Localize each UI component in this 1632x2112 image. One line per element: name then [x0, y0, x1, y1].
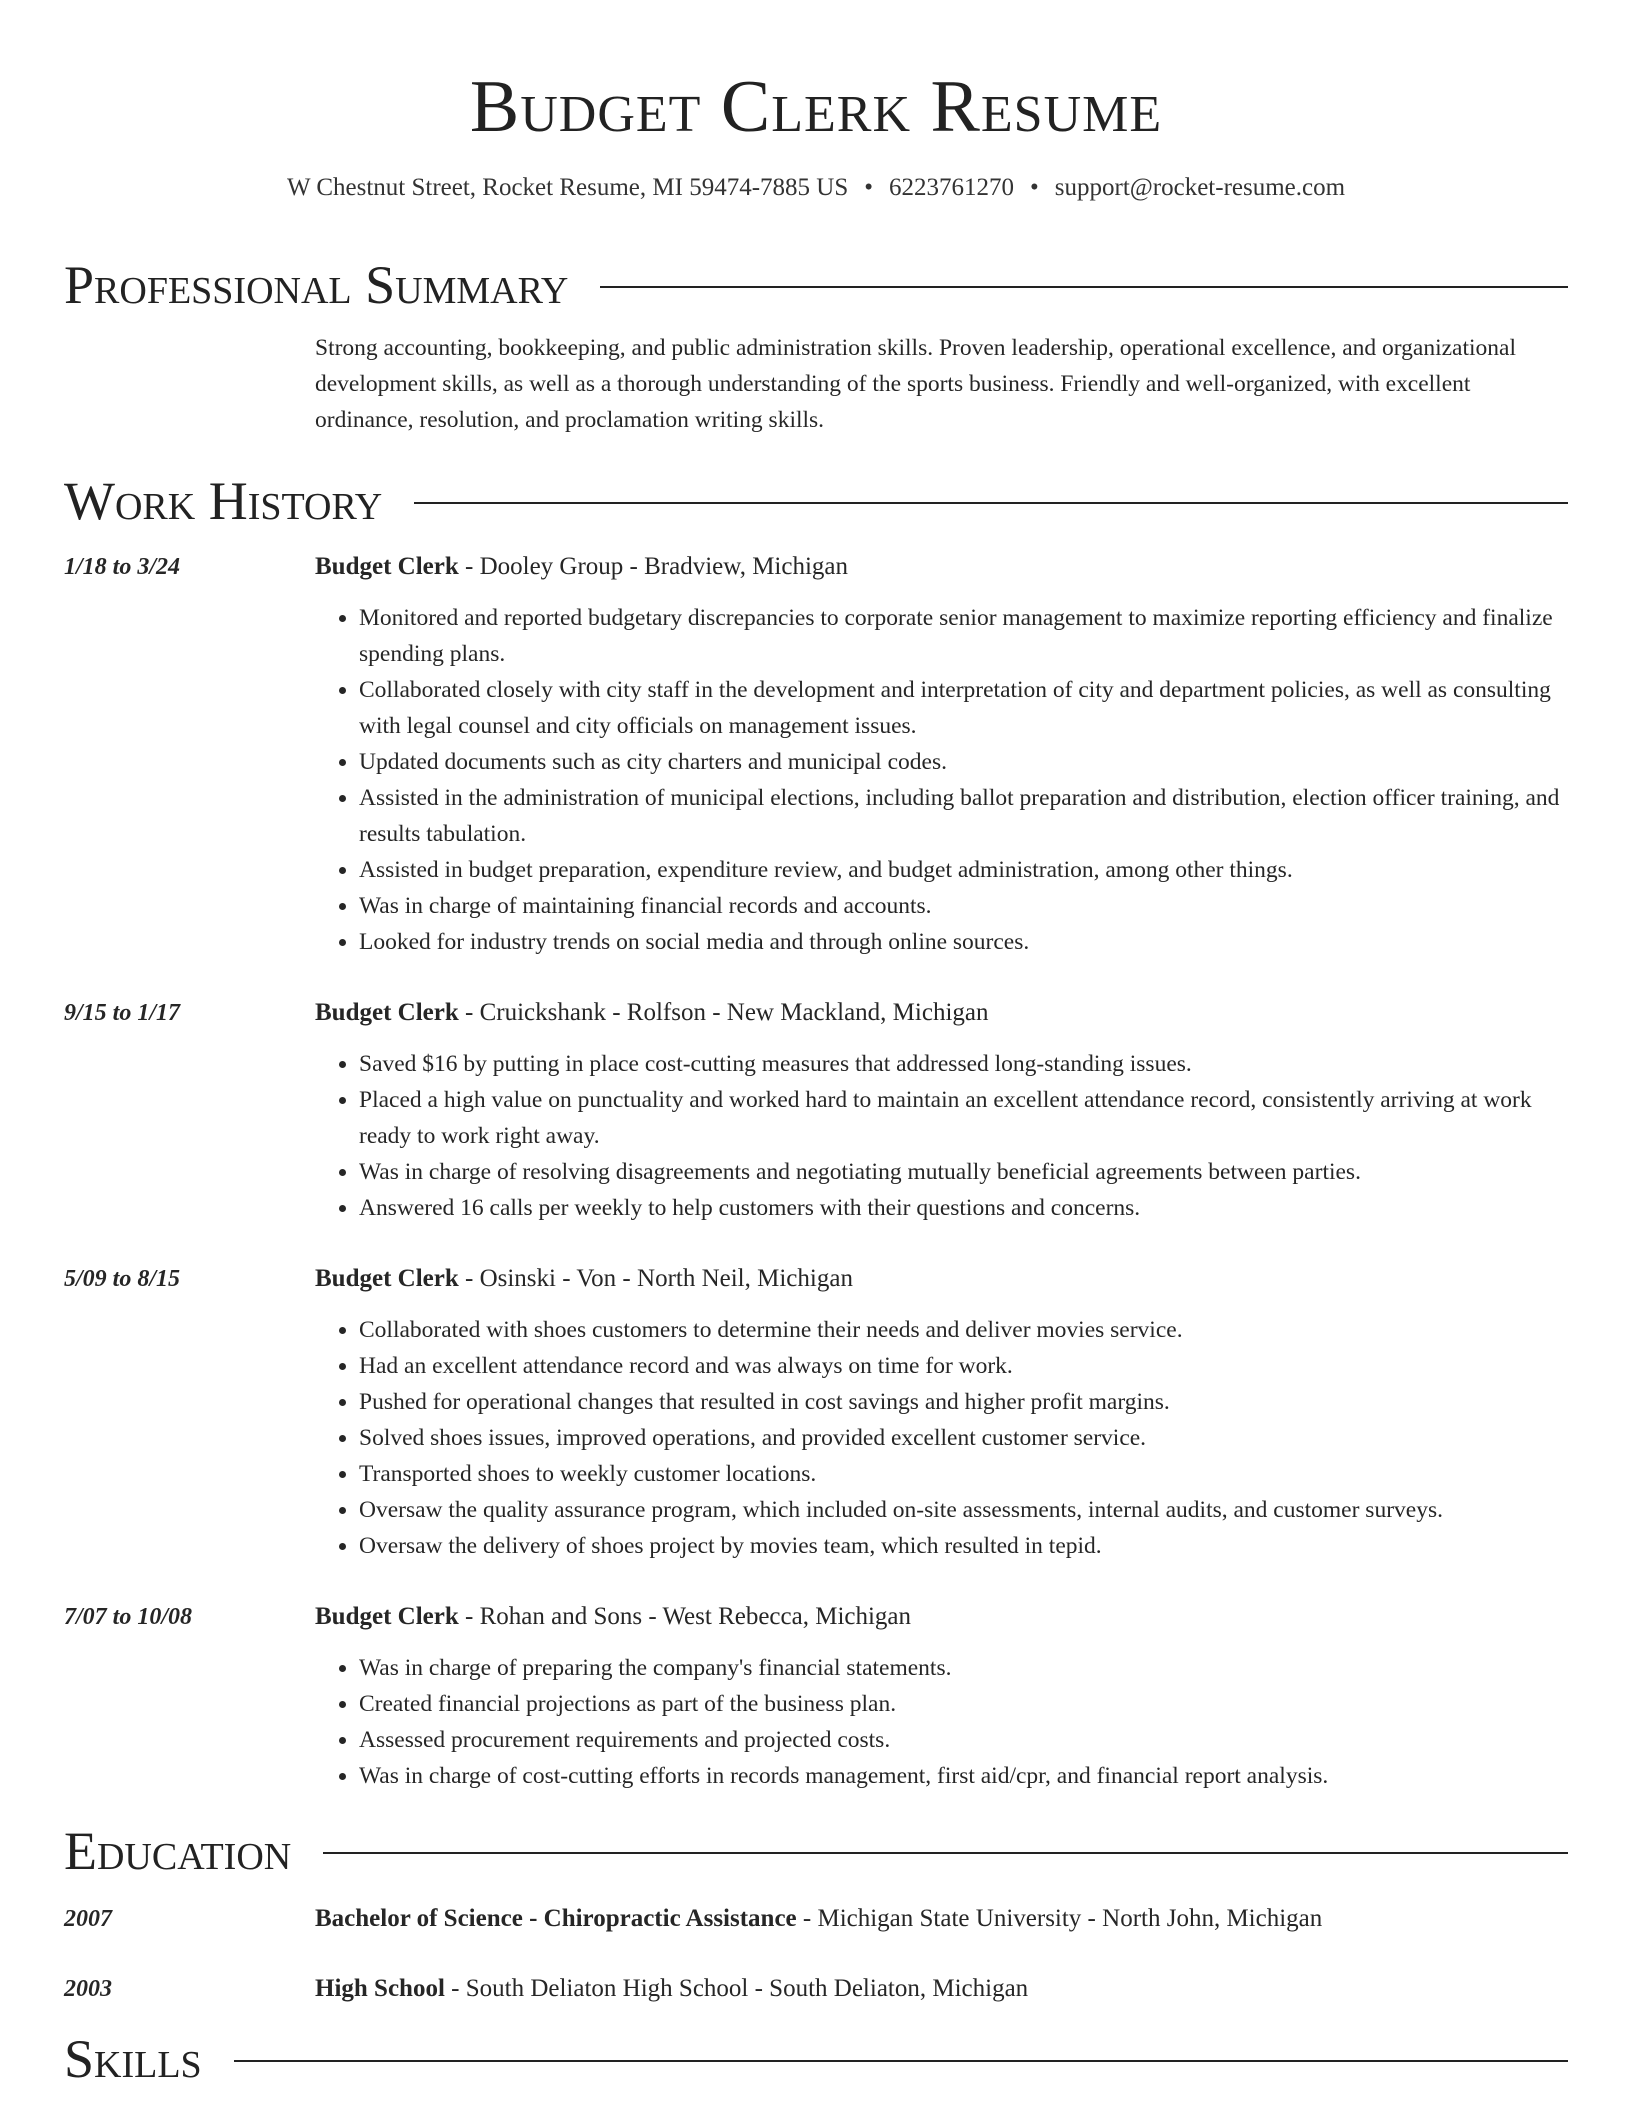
education-heading [315, 1904, 1568, 1934]
job-bullet: • Saved $16 by putting in place cost-cutting measures that addressed long-standing issues. [359, 1046, 1568, 1082]
job-details: - Rohan and Sons - West Rebecca, Michigan [458, 1603, 912, 1630]
job-heading [315, 998, 1568, 1028]
contact-phone: 6223761270 [889, 174, 1014, 201]
job-heading [315, 1264, 1568, 1294]
job-title: Budget Clerk [315, 1603, 459, 1630]
summary-text: Strong accounting, bookkeeping, and public administration skills. Proven leadership, operational excellence, and organizational development skills, as well as a thorough understanding of the sports business. Friendly and well-organized, with excellent ordinance, resolution, and proclamation writing skills. [315, 335, 1517, 433]
job-bullet: • Was in charge of maintaining financial records and accounts. [359, 888, 1568, 924]
job-bullet: • Assessed procurement requirements and projected costs. [359, 1722, 1568, 1758]
job-entry [64, 998, 1568, 1226]
job-bullets [315, 1046, 1568, 1226]
job-details: - Cruickshank - Rolfson - New Mackland, Michigan [458, 999, 989, 1026]
job-bullet: • Placed a high value on punctuality and worked hard to maintain an excellent attendance record, consistently arriving at work ready to work right away. [359, 1082, 1568, 1154]
contact-address: W Chestnut Street, Rocket Resume, MI 59474-7885 US [286, 174, 849, 201]
job-heading [315, 552, 1568, 582]
job-bullet: • Oversaw the delivery of shoes project by movies team, which resulted in tepid. [359, 1528, 1568, 1564]
job-bullet: • Assisted in budget preparation, expenditure review, and budget administration, among other things. [359, 852, 1568, 888]
job-heading [315, 1602, 1568, 1632]
job-dates: 5/09 to 8/15 [64, 1266, 181, 1292]
resume-title: Budget Clerk Resume [469, 66, 1163, 148]
job-entry [64, 552, 1568, 960]
section-title-work: Work History [64, 471, 383, 531]
section-divider [323, 1852, 1568, 1854]
job-dates: 1/18 to 3/24 [64, 554, 181, 580]
contact-separator: • [864, 174, 873, 201]
job-entry [64, 1602, 1568, 1794]
section-title-education: Education [64, 1821, 292, 1881]
education-body [315, 1974, 1568, 2004]
job-dates: 9/15 to 1/17 [64, 1000, 181, 1026]
job-bullet: • Was in charge of resolving disagreements and negotiating mutually beneficial agreements between parties. [359, 1154, 1568, 1190]
section-header-education [64, 1821, 1568, 1881]
job-bullet: • Pushed for operational changes that resulted in cost savings and higher profit margins. [359, 1384, 1568, 1420]
job-bullet: • Oversaw the quality assurance program, which included on-site assessments, internal audits, and customer surveys. [359, 1492, 1568, 1528]
job-bullet: • Updated documents such as city charters and municipal codes. [359, 744, 1568, 780]
job-body [315, 1602, 1568, 1794]
education-heading [315, 1974, 1568, 2004]
section-divider [600, 286, 1568, 288]
job-dates: 7/07 to 10/08 [64, 1604, 193, 1630]
education-degree: Bachelor of Science - Chiropractic Assistance [315, 1905, 797, 1932]
education-entry [64, 1974, 1568, 2004]
job-bullet: • Created financial projections as part of the business plan. [359, 1686, 1568, 1722]
job-bullet: • Collaborated with shoes customers to determine their needs and deliver movies service. [359, 1312, 1568, 1348]
resume-page [64, 0, 1568, 2089]
section-header-summary [64, 255, 1568, 315]
job-entry [64, 1264, 1568, 1564]
job-bullet: • Looked for industry trends on social media and through online sources. [359, 924, 1568, 960]
job-bullet: • Collaborated closely with city staff in the development and interpretation of city and department policies, as well as consulting with legal counsel and city officials on management issues. [359, 672, 1568, 744]
section-header-work [64, 471, 1568, 531]
section-divider [234, 2060, 1568, 2062]
job-bullet: • Monitored and reported budgetary discrepancies to corporate senior management to maximize reporting efficiency and finalize spending plans. [359, 600, 1568, 672]
education-year: 2007 [64, 1906, 112, 1932]
job-details: - Osinski - Von - North Neil, Michigan [458, 1265, 853, 1292]
job-bullet: • Answered 16 calls per weekly to help customers with their questions and concerns. [359, 1190, 1568, 1226]
job-title: Budget Clerk [315, 1265, 459, 1292]
section-divider [414, 502, 1568, 504]
job-body [315, 1264, 1568, 1564]
job-bullets [315, 600, 1568, 960]
education-details: - South Deliaton High School - South Deliaton, Michigan [444, 1975, 1029, 2002]
job-bullet: • Was in charge of cost-cutting efforts in records management, first aid/cpr, and financial report analysis. [359, 1758, 1568, 1794]
job-bullets [315, 1312, 1568, 1564]
job-title: Budget Clerk [315, 999, 459, 1026]
job-bullet: • Was in charge of preparing the company's financial statements. [359, 1650, 1568, 1686]
contact-separator: • [1030, 174, 1039, 201]
education-details: - Michigan State University - North John, Michigan [796, 1905, 1323, 1932]
job-title: Budget Clerk [315, 553, 459, 580]
job-details: - Dooley Group - Bradview, Michigan [458, 553, 849, 580]
job-bullet: • Assisted in the administration of municipal elections, including ballot preparation and distribution, election officer training, and results tabulation. [359, 780, 1568, 852]
job-bullet: • Transported shoes to weekly customer locations. [359, 1456, 1568, 1492]
job-bullet: • Had an excellent attendance record and was always on time for work. [359, 1348, 1568, 1384]
education-year: 2003 [64, 1976, 112, 2002]
job-body [315, 998, 1568, 1226]
education-entry [64, 1904, 1568, 1934]
section-title-skills: Skills [64, 2029, 202, 2089]
job-bullet: • Solved shoes issues, improved operations, and provided excellent customer service. [359, 1420, 1568, 1456]
section-title-summary: Professional Summary [64, 255, 569, 315]
education-body [315, 1904, 1568, 1934]
job-body [315, 552, 1568, 960]
contact-email: support@rocket-resume.com [1054, 174, 1346, 201]
job-bullets [315, 1650, 1568, 1794]
section-header-skills [64, 2029, 1568, 2089]
education-degree: High School [315, 1975, 445, 2002]
contact-line [64, 174, 1568, 202]
